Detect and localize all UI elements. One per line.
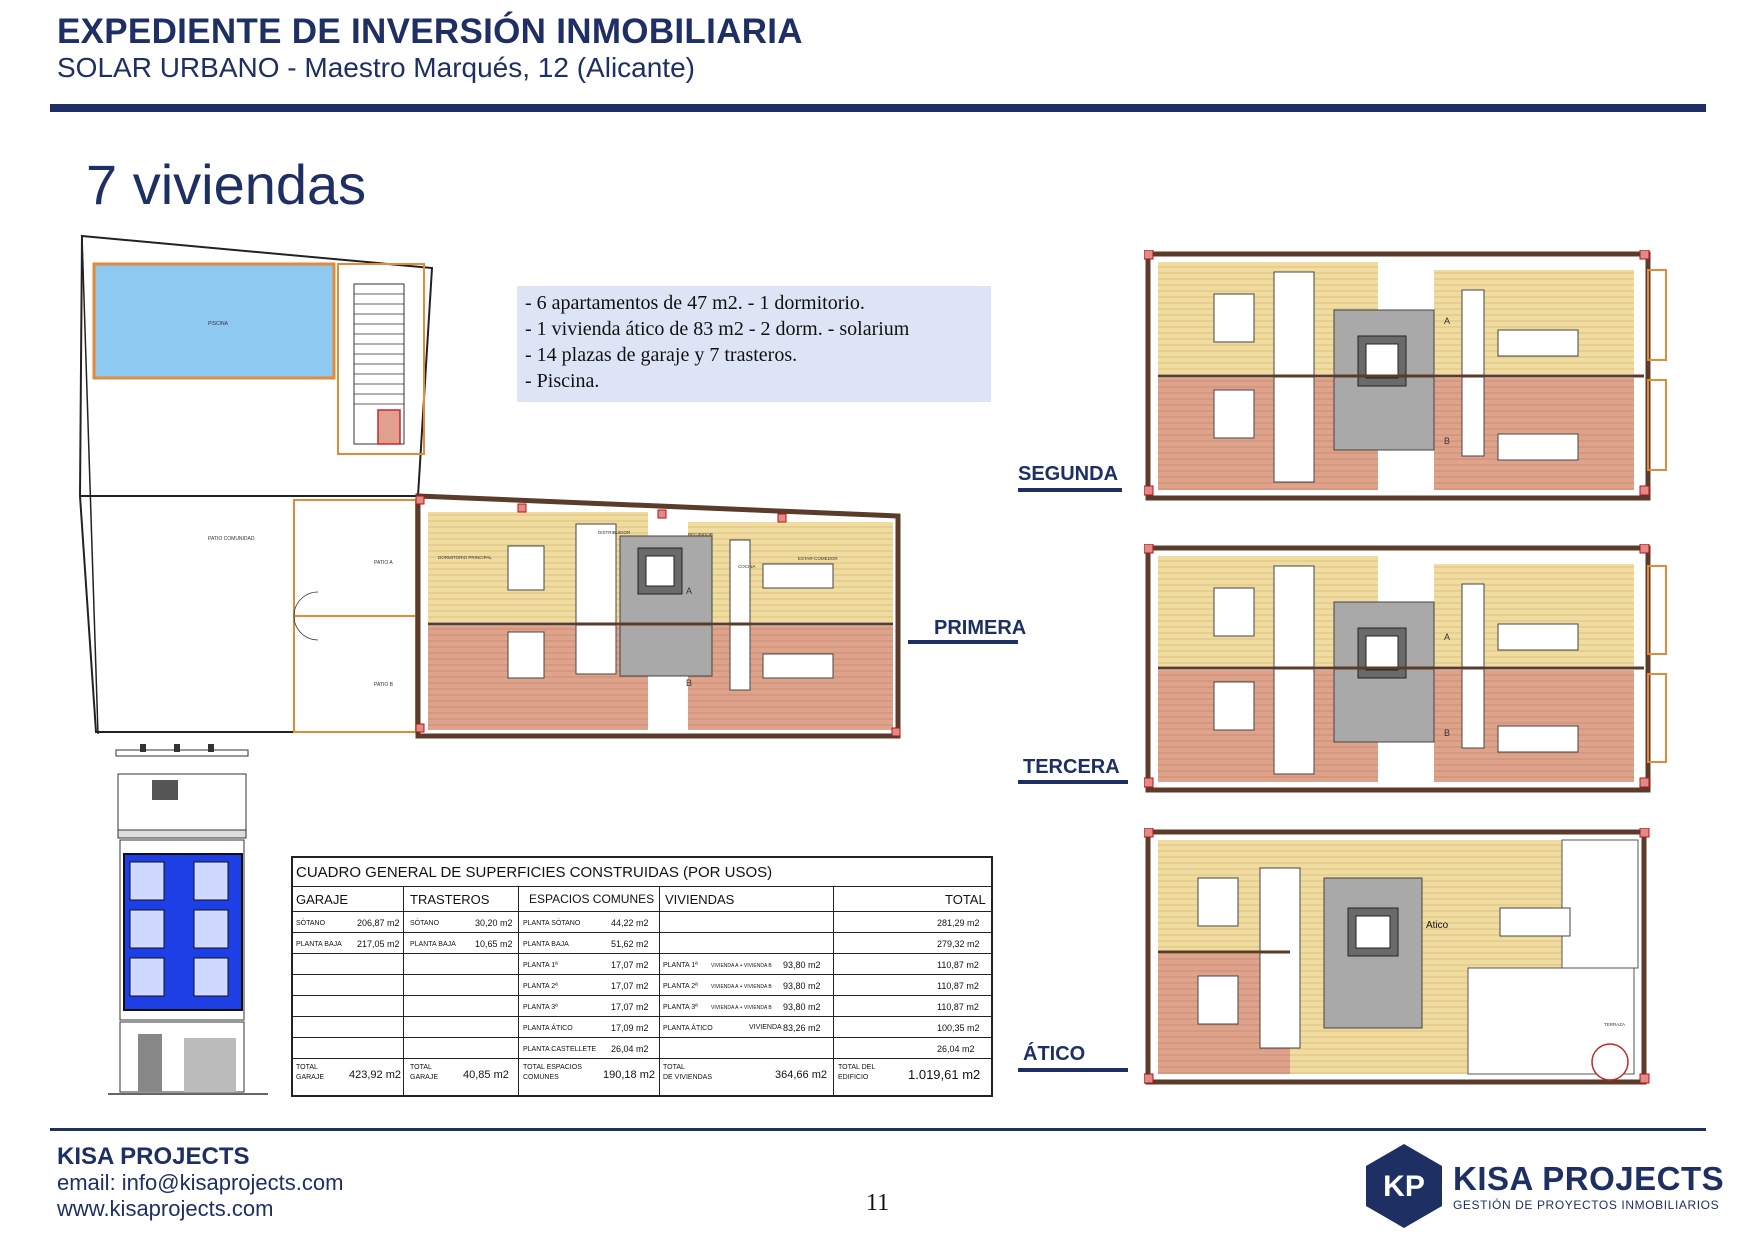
feature-item: - Piscina. bbox=[525, 370, 600, 392]
footer-company: KISA PROJECTS bbox=[57, 1143, 250, 1170]
dormitorio-label: DORMITORIO PRINCIPAL bbox=[438, 555, 492, 560]
courtyard-label: PATIO COMUNIDAD bbox=[208, 536, 255, 542]
terraza-label: TERRAZA bbox=[1604, 1022, 1626, 1027]
feature-item: - 6 apartamentos de 47 m2. - 1 dormitorio. bbox=[525, 292, 865, 314]
table-total-label: COMUNES bbox=[523, 1074, 559, 1081]
footer-rule bbox=[50, 1128, 1706, 1131]
table-cell: 17,07 m2 bbox=[611, 981, 649, 991]
table-total-label: TOTAL DEL bbox=[838, 1064, 876, 1071]
table-cell: 17,07 m2 bbox=[611, 960, 649, 970]
table-cell: PLANTA 2ª bbox=[523, 983, 558, 990]
table-cell: PLANTA CASTELLETE bbox=[523, 1046, 597, 1053]
table-cell: 93,80 m2 bbox=[783, 960, 821, 970]
table-cell: SÓTANO bbox=[296, 920, 326, 927]
table-cell: 26,04 m2 bbox=[611, 1044, 649, 1054]
patio-a-label: PATIO A bbox=[374, 560, 393, 566]
floor-rule bbox=[908, 640, 1018, 644]
table-total-value: 423,92 m2 bbox=[349, 1069, 401, 1081]
surfaces-table bbox=[291, 856, 993, 1097]
feature-item: - 14 plazas de garaje y 7 trasteros. bbox=[525, 344, 798, 366]
table-total-value: 190,18 m2 bbox=[603, 1069, 655, 1081]
unit-a-label: A bbox=[1444, 316, 1451, 326]
floor-rule bbox=[1018, 488, 1122, 492]
floor-rule bbox=[1018, 1068, 1128, 1072]
footer-website[interactable]: www.kisaprojects.com bbox=[57, 1196, 274, 1221]
logo-initials: KP bbox=[1383, 1170, 1425, 1203]
table-caption: CUADRO GENERAL DE SUPERFICIES CONSTRUIDAS (POR USOS) bbox=[296, 864, 773, 881]
unit-b-label: B bbox=[1444, 728, 1451, 738]
logo-tagline: GESTIÓN DE PROYECTOS INMOBILIARIOS bbox=[1453, 1198, 1720, 1212]
table-cell: 100,35 m2 bbox=[937, 1023, 980, 1033]
table-cell: PLANTA ÁTICO bbox=[663, 1025, 713, 1032]
plan-segunda bbox=[1144, 250, 1670, 504]
table-total-value: 364,66 m2 bbox=[775, 1069, 827, 1081]
table-cell: PLANTA SÓTANO bbox=[523, 920, 581, 927]
col-header-garaje: GARAJE bbox=[296, 892, 349, 907]
plan-atico bbox=[1144, 828, 1650, 1088]
table-cell: 83,26 m2 bbox=[783, 1023, 821, 1033]
recibidor-label: RECIBIDOR bbox=[688, 532, 714, 537]
floor-label-segunda: SEGUNDA bbox=[1018, 463, 1119, 485]
table-total-label: DE VIVIENDAS bbox=[663, 1074, 713, 1081]
col-header-viviendas: VIVIENDAS bbox=[665, 892, 735, 907]
header-rule bbox=[50, 104, 1706, 112]
pool-label: PISCINA bbox=[207, 321, 229, 327]
table-cell: 110,87 m2 bbox=[937, 981, 979, 991]
table-cell: VIVIENDA A + VIVIENDA B bbox=[711, 1005, 772, 1011]
table-cell: PLANTA 3ª bbox=[663, 1004, 698, 1011]
table-cell: 51,62 m2 bbox=[611, 939, 649, 949]
table-cell: 206,87 m2 bbox=[357, 918, 400, 928]
document-title: EXPEDIENTE DE INVERSIÓN INMOBILIARIA bbox=[57, 12, 803, 51]
section-title: 7 viviendas bbox=[86, 153, 367, 216]
table-total-label: TOTAL bbox=[410, 1064, 432, 1071]
table-total-label: TOTAL ESPACIOS bbox=[523, 1064, 582, 1071]
distribuidor-label: DISTRIBUIDOR bbox=[598, 530, 631, 535]
table-cell: 93,80 m2 bbox=[783, 1002, 821, 1012]
table-total-value: 40,85 m2 bbox=[463, 1069, 509, 1081]
table-cell: PLANTA 1ª bbox=[663, 962, 698, 969]
table-cell: 17,07 m2 bbox=[611, 1002, 649, 1012]
page-number: 11 bbox=[866, 1190, 890, 1216]
table-cell: VIVIENDA bbox=[749, 1024, 782, 1031]
table-cell: 93,80 m2 bbox=[783, 981, 821, 991]
table-total-value: 1.019,61 m2 bbox=[908, 1067, 981, 1082]
table-cell: PLANTA 1ª bbox=[523, 962, 558, 969]
table-cell: PLANTA BAJA bbox=[523, 941, 569, 948]
table-total-label: TOTAL bbox=[663, 1064, 685, 1071]
table-cell: PLANTA 2ª bbox=[663, 983, 698, 990]
table-total-label: GARAJE bbox=[410, 1074, 439, 1081]
estar-label: ESTAR-COMEDOR bbox=[798, 556, 838, 561]
table-total-label: GARAJE bbox=[296, 1074, 325, 1081]
logo-name: KISA PROJECTS bbox=[1453, 1160, 1725, 1197]
floor-rule bbox=[1018, 780, 1128, 784]
table-cell: 44,22 m2 bbox=[611, 918, 649, 928]
site-plan-primera bbox=[78, 234, 908, 746]
unit-b-label: B bbox=[686, 678, 693, 688]
atico-label: Atico bbox=[1426, 920, 1449, 931]
table-cell: 26,04 m2 bbox=[937, 1044, 975, 1054]
table-cell: PLANTA 3ª bbox=[523, 1004, 558, 1011]
footer-email[interactable]: email: info@kisaprojects.com bbox=[57, 1170, 344, 1195]
table-total-label: TOTAL bbox=[296, 1064, 318, 1071]
table-cell: 17,09 m2 bbox=[611, 1023, 649, 1033]
table-cell: 281,29 m2 bbox=[937, 918, 980, 928]
table-cell: 110,87 m2 bbox=[937, 1002, 979, 1012]
table-cell: VIVIENDA A + VIVIENDA B bbox=[711, 963, 772, 969]
table-cell: VIVIENDA A + VIVIENDA B bbox=[711, 984, 772, 990]
patio-b-label: PATIO B bbox=[374, 682, 393, 688]
table-total-label: EDIFICIO bbox=[838, 1074, 869, 1081]
col-header-comunes: ESPACIOS COMUNES bbox=[529, 892, 655, 906]
cocina-label: COCINA bbox=[738, 564, 756, 569]
feature-item: - 1 vivienda ático de 83 m2 - 2 dorm. - solarium bbox=[525, 318, 910, 340]
floor-label-tercera: TERCERA bbox=[1023, 756, 1120, 778]
table-cell: 30,20 m2 bbox=[475, 918, 513, 928]
table-cell: SÓTANO bbox=[410, 920, 440, 927]
floor-label-atico: ÁTICO bbox=[1023, 1043, 1086, 1065]
table-cell: PLANTA ÁTICO bbox=[523, 1025, 573, 1032]
table-cell: 110,87 m2 bbox=[937, 960, 979, 970]
table-cell: 217,05 m2 bbox=[357, 939, 400, 949]
col-header-total: TOTAL bbox=[945, 892, 986, 907]
document-subtitle: SOLAR URBANO - Maestro Marqués, 12 (Alicante) bbox=[57, 52, 695, 83]
floor-label-primera: PRIMERA bbox=[934, 617, 1027, 639]
unit-a-label: A bbox=[1444, 632, 1451, 642]
table-cell: 10,65 m2 bbox=[475, 939, 513, 949]
plan-tercera bbox=[1144, 544, 1670, 796]
company-logo-icon bbox=[1364, 1142, 1444, 1230]
facade-elevation bbox=[108, 744, 268, 1100]
unit-a-label: A bbox=[686, 586, 693, 596]
unit-b-label: B bbox=[1444, 436, 1451, 446]
table-cell: PLANTA BAJA bbox=[296, 941, 342, 948]
col-header-trasteros: TRASTEROS bbox=[410, 892, 490, 907]
table-cell: PLANTA BAJA bbox=[410, 941, 456, 948]
table-cell: 279,32 m2 bbox=[937, 939, 980, 949]
